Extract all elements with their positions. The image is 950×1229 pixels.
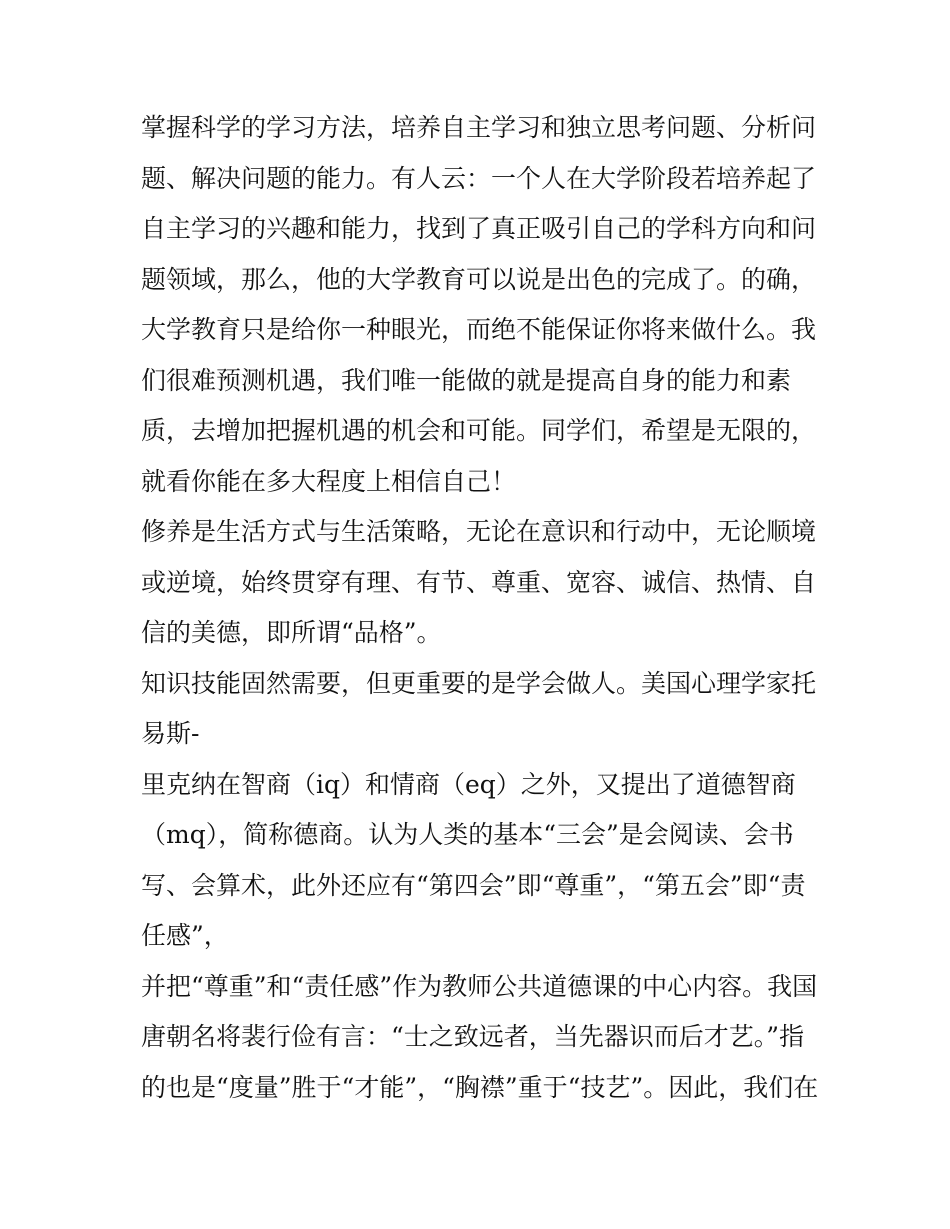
text-line: 知识技能固然需要，但更重要的是学会做人。美国心理学家托 [141, 668, 817, 698]
text-line: 任感”， [141, 921, 229, 950]
text-line: 自主学习的兴趣和能力，找到了真正吸引自己的学科方向和问 [141, 214, 817, 243]
text-line: 写、会算术，此外还应有“第四会”即“尊重”，“第五会”即“责 [141, 870, 806, 900]
text-line: 信的美德，即所谓“品格”。 [141, 618, 442, 647]
text-line: 唐朝名将裴行俭有言：“士之致远者，当先器识而后才艺。”指 [141, 1022, 805, 1051]
text-line: 们很难预测机遇，我们唯一能做的就是提高自身的能力和素 [141, 365, 792, 395]
text-line: 里克纳在智商（iq）和情商（eq）之外，又提出了道德智商 [141, 769, 796, 799]
text-line: 并把“尊重”和“责任感”作为教师公共道德课的中心内容。我国 [141, 971, 818, 1001]
text-line: 题、解决问题的能力。有人云：一个人在大学阶段若培养起了 [141, 163, 817, 193]
text-line: 大学教育只是给你一种眼光，而绝不能保证你将来做什么。我 [141, 315, 817, 344]
text-line: 掌握科学的学习方法，培养自主学习和独立思考问题、分析问 [141, 113, 817, 142]
text-line: 题领域，那么，他的大学教育可以说是出色的完成了。的确， [141, 264, 817, 294]
document-text [141, 103, 819, 1113]
text-line: （mq），简称德商。认为人类的基本“三会”是会阅读、会书 [141, 820, 794, 849]
text-line: 修养是生活方式与生活策略，无论在意识和行动中，无论顺境 [141, 517, 817, 546]
text-line: 质，去增加把握机遇的机会和可能。同学们，希望是无限的， [141, 416, 817, 445]
text-line: 就看你能在多大程度上相信自己！ [141, 466, 517, 496]
text-line: 或逆境，始终贯穿有理、有节、尊重、宽容、诚信、热情、自 [141, 567, 817, 597]
text-line: 的也是“度量”胜于“才能”，“胸襟”重于“技艺”。因此，我们在 [141, 1072, 819, 1102]
text-line: 易斯- [141, 719, 200, 748]
